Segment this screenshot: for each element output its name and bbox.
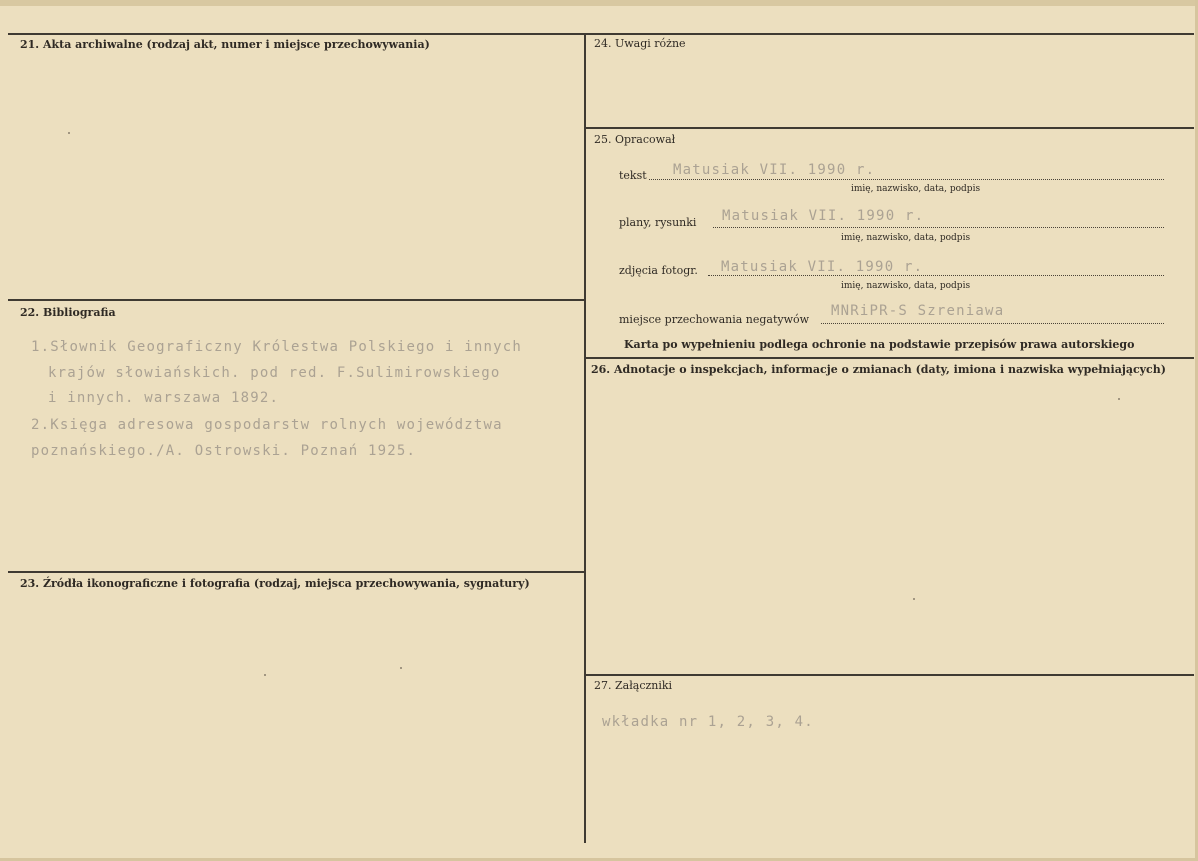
negatives-value: MNRiPR-S Szreniawa	[831, 303, 1005, 319]
negatives-line	[821, 323, 1164, 324]
author-text-label: tekst	[619, 169, 647, 182]
divider-25-26	[586, 357, 1194, 359]
divider-26-27	[586, 674, 1194, 676]
author-drawings-value: Matusiak VII. 1990 r.	[722, 208, 925, 224]
negatives-label: miejsce przechowania negatywów	[619, 313, 810, 326]
paper-speck	[68, 132, 70, 134]
author-text-caption: imię, nazwisko, data, podpis	[851, 184, 981, 194]
bibliography-line-4: 2.Księga adresowa gospodarstw rolnych województwa	[31, 417, 503, 433]
section-26-title: 26. Adnotacje o inspekcjach, informacje o zmianach (daty, imiona i nazwiska wypełniających)	[591, 363, 1166, 376]
author-drawings-label: plany, rysunki	[619, 216, 697, 229]
bibliography-line-5: poznańskiego./A. Ostrowski. Poznań 1925.	[31, 443, 417, 459]
top-rule	[8, 33, 1194, 35]
author-text-line	[649, 179, 1164, 180]
paper-speck	[264, 674, 266, 676]
section-27-title: 27. Załączniki	[594, 679, 673, 692]
author-photos-line	[708, 275, 1164, 276]
section-24-title: 24. Uwagi różne	[594, 37, 686, 50]
author-photos-label: zdjęcia fotogr.	[619, 264, 698, 277]
section-25-title: 25. Opracował	[594, 133, 676, 146]
paper-speck	[913, 598, 915, 600]
author-drawings-line	[713, 227, 1164, 228]
author-photos-caption: imię, nazwisko, data, podpis	[841, 281, 971, 291]
paper-speck	[400, 667, 402, 669]
author-text-value: Matusiak VII. 1990 r.	[673, 162, 876, 178]
bibliography-line-2: krajów słowiańskich. pod red. F.Sulimirowskiego	[48, 365, 501, 381]
author-drawings-caption: imię, nazwisko, data, podpis	[841, 233, 971, 243]
bibliography-line-1: 1.Słownik Geograficzny Królestwa Polskiego i innych	[31, 339, 523, 355]
bibliography-line-3: i innych. warszawa 1892.	[48, 390, 280, 406]
divider-21-22	[8, 299, 585, 301]
paper-speck	[1118, 398, 1120, 400]
divider-22-23	[8, 571, 585, 573]
author-photos-value: Matusiak VII. 1990 r.	[721, 259, 924, 275]
card-top-edge	[0, 0, 1198, 6]
section-23-title: 23. Źródła ikonograficzne i fotografia (rodzaj, miejsca przechowywania, sygnatury)	[20, 577, 530, 590]
attachments-value: wkładka nr 1, 2, 3, 4.	[602, 714, 814, 730]
center-divider	[584, 33, 586, 843]
divider-24-25	[586, 127, 1194, 129]
section-22-title: 22. Bibliografia	[20, 306, 116, 319]
copyright-notice: Karta po wypełnieniu podlega ochronie na podstawie przepisów prawa autorskiego	[624, 338, 1135, 351]
section-21-title: 21. Akta archiwalne (rodzaj akt, numer i miejsce przechowywania)	[20, 38, 430, 51]
